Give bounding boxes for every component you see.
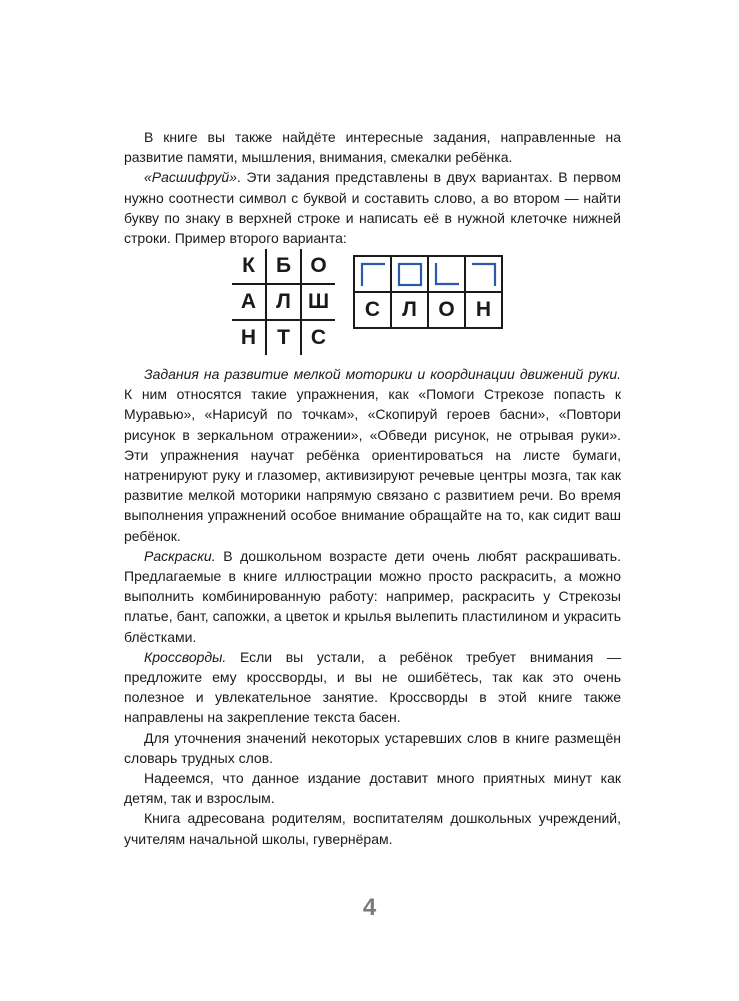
page-number: 4 bbox=[362, 894, 377, 921]
intro-paragraph-1: В книге вы также найдёте интересные задания, направленные на развитие памяти, мышления, внимания, смекалки ребёнка. bbox=[124, 129, 621, 166]
coloring-text: В дошкольном возрасте дети очень любят раскрашивать. Предлагаемые в книге иллюстрации можно просто раскрасить, а можно выполнить комбинированную работу: например, раскрасить у Стрекозы платье, бант, сапожки, а цветок и крылья вылепить пластилином и украсить блёстками. bbox=[124, 547, 621, 645]
top-right-corner-icon bbox=[470, 261, 498, 287]
top-left-corner-icon bbox=[359, 261, 387, 287]
body-text bbox=[124, 364, 621, 849]
letter-cell: К bbox=[232, 249, 266, 284]
crosswords-paragraph bbox=[124, 647, 621, 728]
intro-paragraph-2-text: . Эти задания представлены в двух вариантах. В первом нужно соотнести символ с буквой и составить слово, а во втором — найти букву по знаку в верхней строке и написать её в нужной клеточке нижней строки. Пример второго варианта: bbox=[124, 169, 621, 247]
dictionary-paragraph: Для уточнения значений некоторых устаревших слов в книге размещён словарь трудных слов. bbox=[124, 729, 621, 766]
letter-grid-row bbox=[232, 320, 335, 355]
letter-cell: О bbox=[301, 249, 335, 284]
intro-paragraph-2 bbox=[124, 167, 621, 248]
coloring-paragraph bbox=[124, 546, 621, 647]
letter-grid bbox=[232, 249, 335, 355]
letter-grid-row bbox=[232, 249, 335, 284]
letter-grid-row bbox=[232, 284, 335, 320]
cipher-symbol-cell bbox=[465, 256, 502, 292]
letter-cell: Л bbox=[266, 284, 301, 320]
cipher-answer-cell: С bbox=[354, 292, 391, 328]
motor-skills-paragraph bbox=[124, 364, 621, 546]
cipher-symbol-cell bbox=[354, 256, 391, 292]
bottom-left-corner-icon bbox=[433, 261, 461, 287]
audience-paragraph: Книга адресована родителям, воспитателям дошкольных учреждений, учителям начальной школы, гувернёрам. bbox=[124, 810, 621, 847]
crosswords-term: Кроссворды. bbox=[144, 648, 227, 665]
motor-skills-term: Задания на развитие мелкой моторики и координации движений руки. bbox=[144, 366, 621, 382]
intro-text bbox=[124, 127, 621, 248]
crosswords-text: Если вы устали, а ребёнок требует внимания — предложите ему кроссворды, и вы не ошибётесь, так как это очень полезное и увлекательное занятие. Кроссворды в этой книге также направлены на закрепление текста басен. bbox=[124, 648, 621, 726]
letter-cell: Н bbox=[232, 320, 266, 355]
wishes-paragraph: Надеемся, что данное издание доставит много приятных минут как детям, так и взрослым. bbox=[124, 770, 621, 807]
cipher-symbol-cell bbox=[428, 256, 465, 292]
letter-cell: С bbox=[301, 320, 335, 355]
motor-skills-text: К ним относятся такие упражнения, как «Помоги Стрекозе попасть к Муравью», «Нарисуй по точкам», «Скопируй героев басни», «Повтори рисунок в зеркальном отражении», «Обведи рисунок, не отрывая руки». Эти упражнения научат ребёнка ориентироваться на листе бумаги, натренируют руку и глазомер, активизируют речевые центры мозга, так как развитие мелкой моторики напрямую связано с развитием речи. Во время выполнения упражнений особое внимание обращайте на то, как сидит ваш ребёнок. bbox=[124, 386, 621, 544]
cipher-answer-row bbox=[354, 292, 502, 328]
cipher-symbol-cell bbox=[391, 256, 428, 292]
cipher-answer-cell: Н bbox=[465, 292, 502, 328]
cipher-answer-cell: О bbox=[428, 292, 465, 328]
cipher-answer-cell: Л bbox=[391, 292, 428, 328]
letter-cell: Ш bbox=[301, 284, 335, 320]
rasshifrui-term: «Расшифруй» bbox=[144, 169, 237, 186]
letter-cell: Б bbox=[266, 249, 301, 284]
cipher-symbol-row bbox=[354, 256, 502, 292]
square-icon bbox=[396, 261, 424, 287]
letter-cell: А bbox=[232, 284, 266, 320]
coloring-term: Раскраски. bbox=[144, 547, 216, 564]
cipher-box bbox=[353, 255, 503, 329]
letter-cell: Т bbox=[266, 320, 301, 355]
